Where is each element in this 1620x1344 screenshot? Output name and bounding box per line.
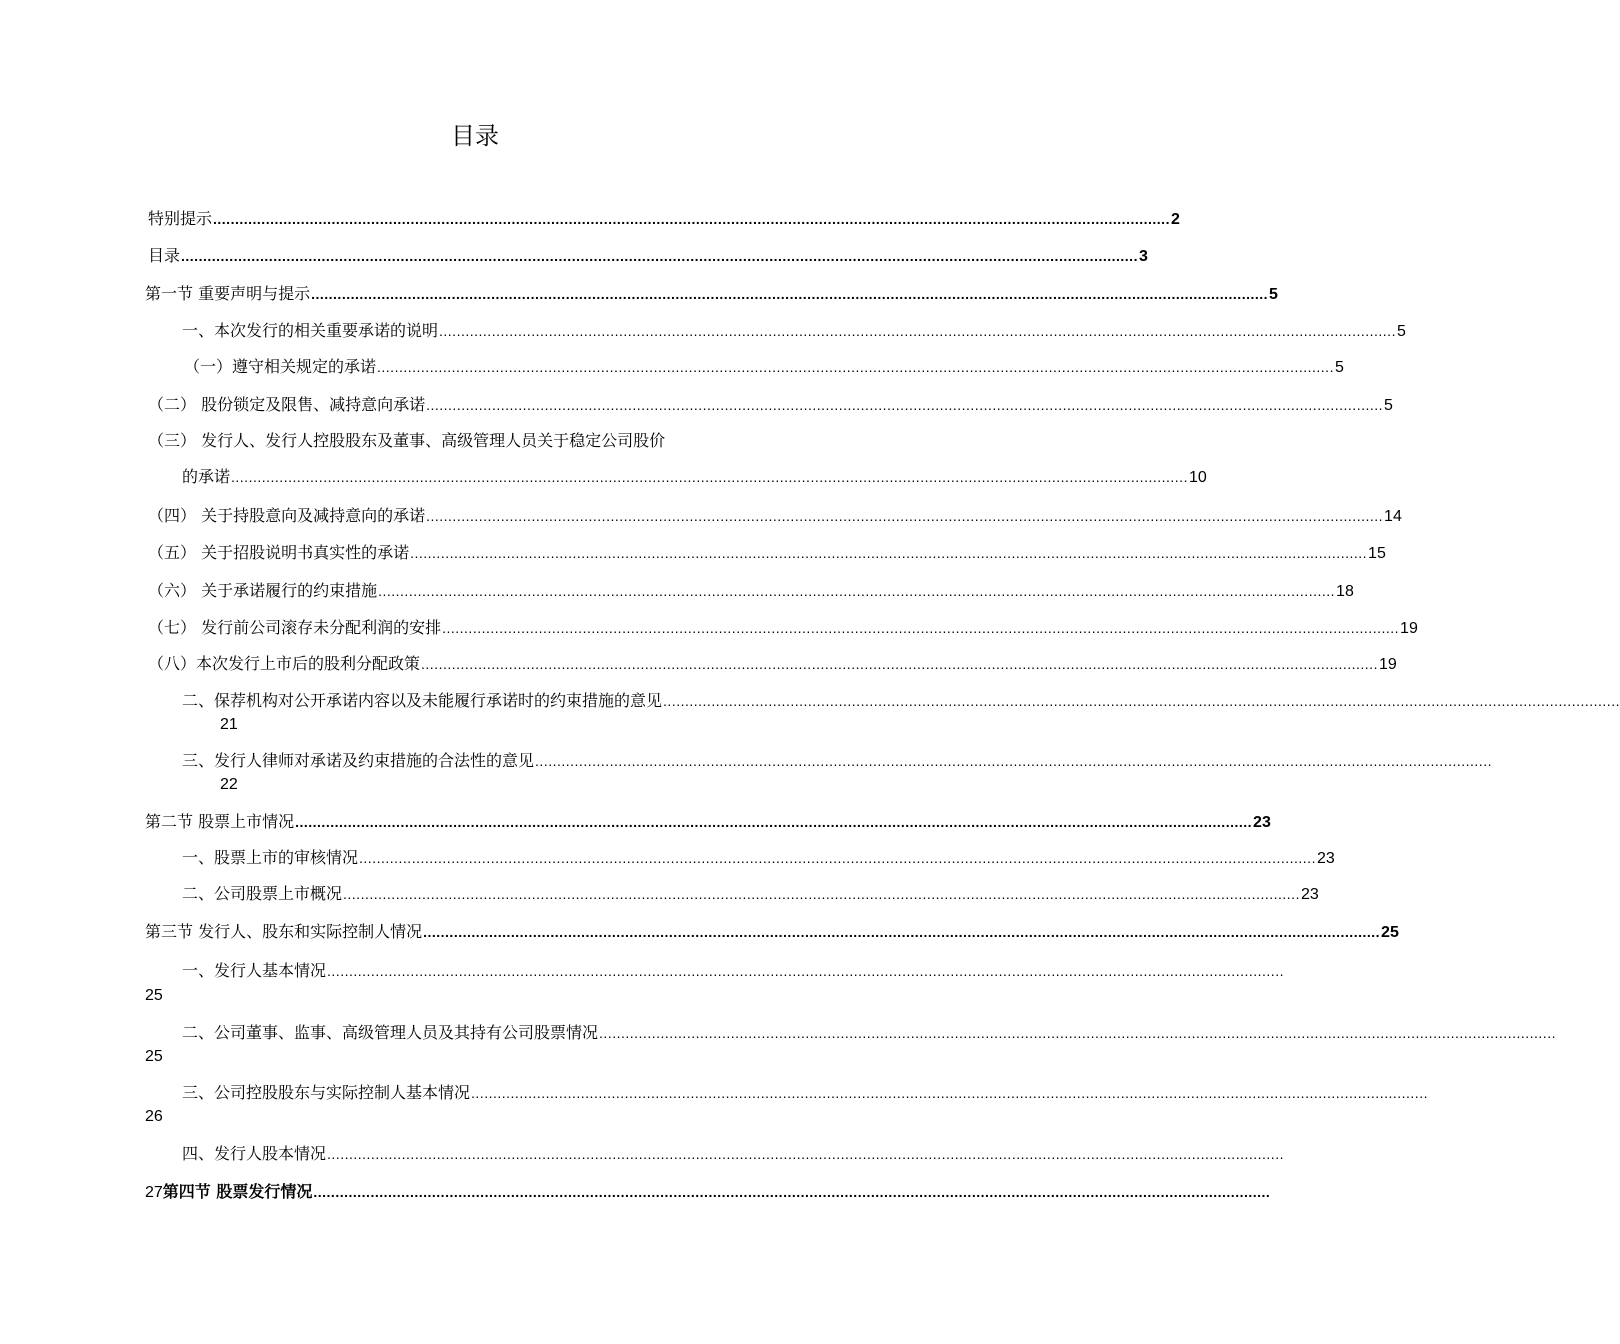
toc-leader-dots: .......................................................................................................................................................................................................................... xyxy=(313,1184,1271,1200)
toc-entry-title: 第四节 股票发行情况 xyxy=(162,1182,313,1201)
toc-entry-special-notice[interactable] xyxy=(148,208,1180,230)
toc-entry[interactable] xyxy=(148,505,1402,527)
toc-leader-dots: .......................................................................................................................................................................................................................... xyxy=(426,508,1384,524)
toc-entry-title: 目录 xyxy=(148,246,181,265)
toc-entry-title: 发行人律师对承诺及约束措施的合法性的意见 xyxy=(214,751,535,770)
toc-entry-number: 三、 xyxy=(182,751,215,770)
toc-entry-contents[interactable] xyxy=(148,245,1148,267)
toc-entry-title: 第一节 重要声明与提示 xyxy=(145,284,311,303)
toc-entry-title: （八）本次发行上市后的股利分配政策 xyxy=(148,654,421,673)
toc-entry[interactable] xyxy=(148,653,1397,675)
toc-leader-dots: .......................................................................................................................................................................................................................... xyxy=(426,397,1384,413)
toc-entry-number: 三、 xyxy=(182,1083,215,1102)
toc-entry-title: 一、股票上市的审核情况 xyxy=(182,848,359,867)
toc-leader-dots: .......................................................................................................................................................................................................................... xyxy=(535,753,1492,769)
toc-page-number: 23 xyxy=(1300,886,1319,903)
toc-leader-dots: .......................................................................................................................................................................................................................... xyxy=(471,1085,1428,1101)
toc-entry-number: 二、 xyxy=(182,1023,215,1042)
toc-page-number: 27 xyxy=(145,1184,163,1201)
toc-entry-title: （五） 关于招股说明书真实性的承诺 xyxy=(148,543,410,562)
toc-entry[interactable] xyxy=(148,394,1393,416)
toc-page-number: 2 xyxy=(1170,211,1180,228)
toc-entry-number: 一、 xyxy=(182,961,215,980)
page-title: 目录 xyxy=(451,122,499,150)
toc-entry-title: 第二节 股票上市情况 xyxy=(145,812,295,831)
toc-page-number: 5 xyxy=(1334,359,1344,376)
toc-page-number: 10 xyxy=(1188,469,1207,486)
toc-leader-dots: .......................................................................................................................................................................................................................... xyxy=(213,211,1170,227)
toc-entry-section-4[interactable] xyxy=(145,1181,1271,1203)
toc-leader-dots: .......................................................................................................................................................................................................................... xyxy=(311,286,1269,302)
toc-entry-number: 四、 xyxy=(182,1144,215,1163)
toc-entry-title: 第三节 发行人、股东和实际控制人情况 xyxy=(145,922,423,941)
toc-entry-title: 公司控股股东与实际控制人基本情况 xyxy=(214,1083,471,1102)
toc-leader-dots: .......................................................................................................................................................................................................................... xyxy=(231,469,1188,485)
toc-page-number: 22 xyxy=(220,776,238,793)
toc-leader-dots: .......................................................................................................................................................................................................................... xyxy=(421,656,1378,672)
toc-entry-title: （三） 发行人、发行人控股股东及董事、高级管理人员关于稳定公司股价 xyxy=(148,431,666,450)
toc-entry[interactable] xyxy=(148,542,1386,564)
toc-entry-continuation[interactable] xyxy=(182,466,1207,488)
toc-leader-dots: .......................................................................................................................................................................................................................... xyxy=(442,620,1400,636)
toc-leader-dots: .......................................................................................................................................................................................................................... xyxy=(423,924,1381,940)
toc-page-number: 19 xyxy=(1378,656,1397,673)
toc-entry-title: 发行人股本情况 xyxy=(214,1144,327,1163)
toc-page-number: 25 xyxy=(1381,924,1399,941)
toc-leader-dots: .......................................................................................................................................................................................................................... xyxy=(663,693,1620,709)
toc-entry-title: 二、公司股票上市概况 xyxy=(182,884,343,903)
toc-entry[interactable] xyxy=(182,960,1284,982)
toc-leader-dots: .......................................................................................................................................................................................................................... xyxy=(410,545,1368,561)
toc-entry-title: （六） 关于承诺履行的约束措施 xyxy=(148,581,378,600)
toc-page-number: 3 xyxy=(1138,248,1148,265)
toc-leader-dots: .......................................................................................................................................................................................................................... xyxy=(377,359,1334,375)
toc-leader-dots: .......................................................................................................................................................................................................................... xyxy=(181,248,1138,264)
toc-entry[interactable] xyxy=(182,1143,1284,1165)
toc-entry[interactable] xyxy=(182,690,1620,712)
toc-entry-title: （七） 发行前公司滚存未分配利润的安排 xyxy=(148,618,442,637)
toc-entry-title: （四） 关于持股意向及减持意向的承诺 xyxy=(148,506,426,525)
toc-entry[interactable] xyxy=(182,320,1406,342)
toc-entry[interactable] xyxy=(148,430,788,452)
toc-entry[interactable] xyxy=(182,883,1319,905)
toc-page-number: 25 xyxy=(145,1048,163,1065)
toc-entry-section-2[interactable] xyxy=(145,811,1271,833)
toc-entry-title: 一、本次发行的相关重要承诺的说明 xyxy=(182,321,439,340)
toc-entry-title: 保荐机构对公开承诺内容以及未能履行承诺时的约束措施的意见 xyxy=(214,691,663,710)
toc-entry-title: （二） 股份锁定及限售、减持意向承诺 xyxy=(148,395,426,414)
toc-entry[interactable] xyxy=(182,1022,1556,1044)
toc-page-number: 18 xyxy=(1336,583,1354,600)
toc-page-number: 26 xyxy=(145,1108,163,1125)
toc-entry[interactable] xyxy=(148,580,1354,602)
toc-leader-dots: .......................................................................................................................................................................................................................... xyxy=(439,323,1396,339)
toc-page-number: 15 xyxy=(1368,545,1386,562)
toc-page-number: 23 xyxy=(1253,814,1271,831)
toc-leader-dots: .......................................................................................................................................................................................................................... xyxy=(327,1146,1284,1162)
toc-entry-title: 的承诺 xyxy=(182,467,231,486)
toc-leader-dots: .......................................................................................................................................................................................................................... xyxy=(343,886,1300,902)
toc-page-number: 14 xyxy=(1384,508,1402,525)
toc-page-number: 5 xyxy=(1396,323,1406,340)
toc-entry-title: 特别提示 xyxy=(148,209,213,228)
toc-entry-title: 公司董事、监事、高级管理人员及其持有公司股票情况 xyxy=(214,1023,599,1042)
toc-page-number: 5 xyxy=(1384,397,1393,414)
toc-entry[interactable] xyxy=(182,1082,1428,1104)
toc-entry-title: （一）遵守相关规定的承诺 xyxy=(184,357,377,376)
toc-page-number: 5 xyxy=(1269,286,1278,303)
toc-entry-section-3[interactable] xyxy=(145,921,1399,943)
toc-entry-section-1[interactable] xyxy=(145,283,1278,305)
toc-leader-dots: .......................................................................................................................................................................................................................... xyxy=(327,963,1284,979)
toc-page-number: 21 xyxy=(220,716,238,733)
toc-entry[interactable] xyxy=(182,847,1335,869)
toc-entry[interactable] xyxy=(184,356,1344,378)
toc-page-number: 23 xyxy=(1316,850,1335,867)
toc-entry-title: 发行人基本情况 xyxy=(214,961,327,980)
toc-entry-number: 二、 xyxy=(182,691,215,710)
toc-leader-dots: .......................................................................................................................................................................................................................... xyxy=(378,583,1336,599)
toc-entry[interactable] xyxy=(182,750,1492,772)
toc-page-number: 25 xyxy=(145,987,163,1004)
toc-leader-dots: .......................................................................................................................................................................................................................... xyxy=(359,850,1316,866)
toc-page-number: 19 xyxy=(1400,620,1418,637)
toc-leader-dots: .......................................................................................................................................................................................................................... xyxy=(295,814,1253,830)
toc-leader-dots: .......................................................................................................................................................................................................................... xyxy=(599,1025,1556,1041)
toc-entry[interactable] xyxy=(148,617,1418,639)
